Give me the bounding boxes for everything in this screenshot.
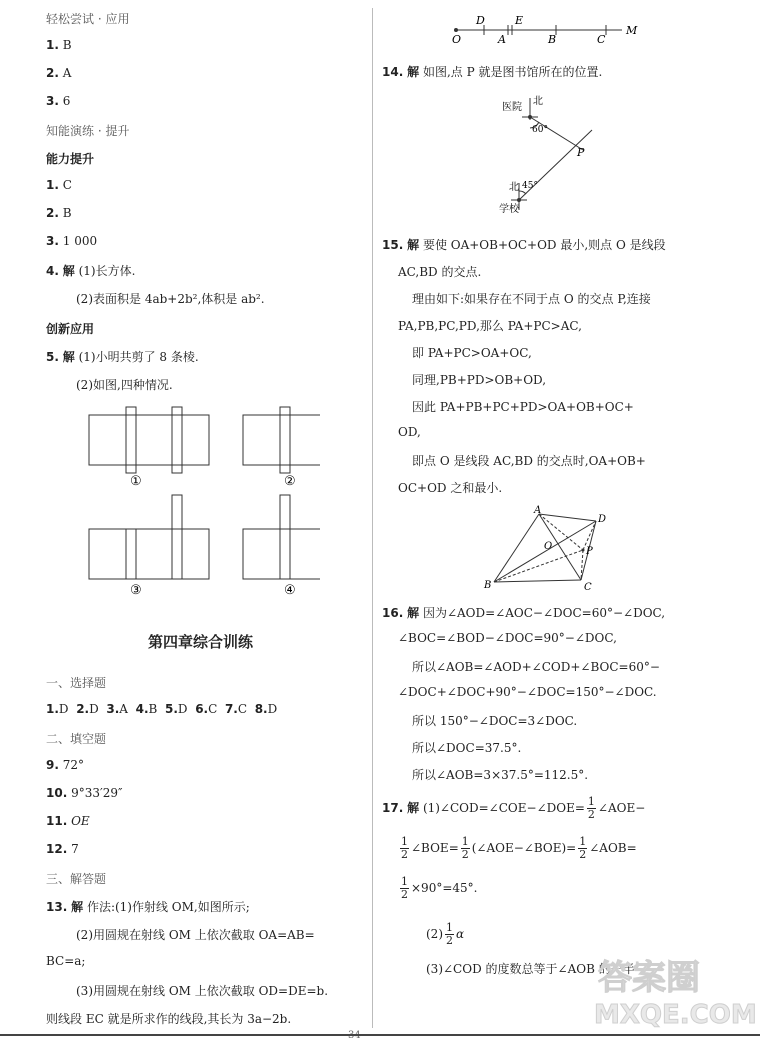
watermark-top: 答案圈 — [598, 958, 700, 998]
label-angle-60: 60° — [532, 125, 548, 135]
subheading-ability: 能力提升 — [46, 152, 95, 166]
solution-15-line6: 同理,PB+PD>OB+OD, — [412, 373, 547, 387]
solution-16-line1: 16. 解 因为∠AOD=∠AOC−∠DOC=60°−∠DOC, — [382, 606, 666, 620]
fraction-half: $\frac{1}{2}$ — [401, 875, 408, 901]
solution-13-line3: BC=a; — [46, 954, 86, 968]
part-heading-fill: 二、填空题 — [46, 732, 107, 746]
answer-b2: 2. B — [46, 206, 72, 220]
choice-answer: 1.D — [46, 702, 69, 716]
point-label-B: B — [548, 33, 557, 46]
label-point-P: P — [577, 146, 585, 159]
point-label-D: D — [476, 14, 485, 27]
solution-17-line3: $\frac{1}{2}$ ×90°=45°. — [401, 875, 478, 901]
answer-b1: 1. C — [46, 178, 72, 192]
answer-b4-part2: (2)表面积是 4ab+2b²,体积是 ab². — [76, 292, 265, 306]
solution-16-line6: 所以∠DOC=37.5°. — [412, 741, 522, 755]
solution-16-line7: 所以∠AOB=3×37.5°=112.5°. — [412, 768, 589, 782]
library-location-figure — [495, 90, 605, 220]
net-figure-3 — [89, 495, 209, 579]
solution-15-line9: 即点 O 是线段 AC,BD 的交点时,OA+OB+ — [412, 454, 646, 468]
fraction-half: $\frac{1}{2}$ — [446, 921, 453, 947]
solution-15-line10: OC+OD 之和最小. — [398, 481, 503, 495]
vertex-label-D: D — [598, 514, 607, 525]
solution-15-line2: AC,BD 的交点. — [398, 265, 482, 279]
choice-answer: 5.D — [165, 702, 188, 716]
vertex-label-P: P — [586, 546, 593, 557]
choice-answer: 8.D — [254, 702, 278, 716]
watermark-bottom: MXQE.COM — [594, 1000, 757, 1030]
solution-16-line4: ∠DOC+∠DOC+90°−∠DOC=150°−∠DOC. — [398, 685, 657, 699]
solution-13-line2: (2)用圆规在射线 OM 上依次截取 OA=AB= — [76, 928, 315, 942]
fraction-half: $\frac{1}{2}$ — [401, 835, 408, 861]
solution-13-line1: 13. 解 作法:(1)作射线 OM,如图所示; — [46, 900, 250, 914]
fig-label-3: ③ — [130, 583, 142, 598]
fill-answer-12: 12. 7 — [46, 842, 79, 856]
chapter-title: 第四章综合训练 — [148, 633, 254, 651]
fraction-half: $\frac{1}{2}$ — [579, 835, 587, 861]
solution-17-line1: 17. 解 (1)∠COD=∠COE−∠DOE= $\frac{1}{2}$ ∠AOE− — [382, 795, 646, 821]
choice-answer: 4.B — [135, 702, 158, 716]
choice-answer: 3.A — [106, 702, 128, 716]
net-figure-2 — [243, 407, 320, 473]
answer-2: 2. A — [46, 66, 72, 80]
label-hospital: 医院 — [502, 102, 522, 113]
fig-label-2: ② — [284, 474, 296, 489]
vertex-label-B: B — [484, 580, 492, 591]
point-label-O: O — [452, 33, 462, 46]
vertex-label-O: O — [544, 541, 553, 552]
solution-16-line5: 所以 150°−∠DOC=3∠DOC. — [412, 714, 578, 728]
point-label-E: E — [515, 14, 524, 27]
label-north-2: 北 — [509, 182, 519, 193]
cuboid-nets-figure — [80, 405, 320, 605]
solution-15-line3: 理由如下:如果存在不同于点 O 的交点 P,连接 — [412, 292, 651, 306]
solution-15-line8: OD, — [398, 425, 421, 439]
column-divider — [372, 8, 373, 1028]
solution-17-line2: $\frac{1}{2}$ ∠BOE= $\frac{1}{2}$ (∠AOE−∠BOE)= $\frac{1}{2}$ ∠AOB= — [401, 835, 637, 861]
fraction-half: $\frac{1}{2}$ — [461, 835, 469, 861]
solution-16-line3: 所以∠AOB=∠AOD+∠COD+∠BOC=60°− — [412, 660, 660, 674]
choice-answers-row — [46, 702, 277, 716]
solution-17-part3: (3)∠COD 的度数总等于∠AOB 的一半 — [426, 962, 635, 976]
point-label-M: M — [626, 24, 638, 37]
fraction-half: $\frac{1}{2}$ — [587, 795, 595, 821]
fig-label-4: ④ — [284, 583, 296, 598]
answer-b3: 3. 1 000 — [46, 234, 98, 248]
solution-13-line5: 则线段 EC 就是所求作的线段,其长为 3a−2b. — [46, 1012, 292, 1026]
ray-om-figure — [440, 12, 650, 46]
label-north-1: 北 — [533, 96, 543, 107]
answer-3: 3. 6 — [46, 94, 71, 108]
point-label-A: A — [498, 33, 506, 46]
answer-b5: 5. 解 (1)小明共剪了 8 条棱. — [46, 350, 199, 364]
solution-15-line7: 因此 PA+PB+PC+PD>OA+OB+OC+ — [412, 400, 634, 414]
net-figure-1 — [89, 407, 209, 473]
net-figure-4 — [243, 495, 320, 579]
fill-answer-9: 9. 72° — [46, 758, 85, 772]
label-school: 学校 — [499, 204, 519, 215]
solution-16-line2: ∠BOC=∠BOD−∠DOC=90°−∠DOC, — [398, 631, 617, 645]
fill-answer-11: 11. OE — [46, 814, 90, 828]
solution-13-line4: (3)用圆规在射线 OM 上依次截取 OD=DE=b. — [76, 984, 329, 998]
label-angle-45: 45° — [522, 181, 538, 191]
fig-label-1: ① — [130, 474, 142, 489]
solution-15-line4: PA,PB,PC,PD,那么 PA+PC>AC, — [398, 319, 582, 333]
vertex-label-A: A — [534, 505, 542, 516]
solution-14: 14. 解 如图,点 P 就是图书馆所在的位置. — [382, 65, 603, 79]
part-heading-solve: 三、解答题 — [46, 872, 107, 886]
solution-15-line5: 即 PA+PC>OA+OC, — [412, 346, 532, 360]
fill-answer-10: 10. 9°33′29″ — [46, 786, 123, 800]
part-heading-choice: 一、选择题 — [46, 676, 107, 690]
solution-17-part2: (2) $\frac{1}{2}$ α — [426, 921, 465, 947]
point-label-C: C — [597, 33, 606, 46]
section-heading-try: 轻松尝试 · 应用 — [46, 12, 130, 26]
quadrilateral-figure — [480, 502, 620, 594]
section-heading-practice: 知能演练 · 提升 — [46, 124, 130, 138]
solution-15-line1: 15. 解 要使 OA+OB+OC+OD 最小,则点 O 是线段 — [382, 238, 666, 252]
choice-answer: 6.C — [195, 702, 218, 716]
answer-b5-part2: (2)如图,四种情况. — [76, 378, 173, 392]
choice-answer: 2.D — [76, 702, 99, 716]
answer-b4: 4. 解 (1)长方体. — [46, 264, 136, 278]
subheading-innovation: 创新应用 — [46, 322, 95, 336]
answer-1: 1. B — [46, 38, 72, 52]
bottom-rule — [0, 1034, 760, 1036]
vertex-label-C: C — [584, 582, 592, 593]
choice-answer: 7.C — [224, 702, 248, 716]
